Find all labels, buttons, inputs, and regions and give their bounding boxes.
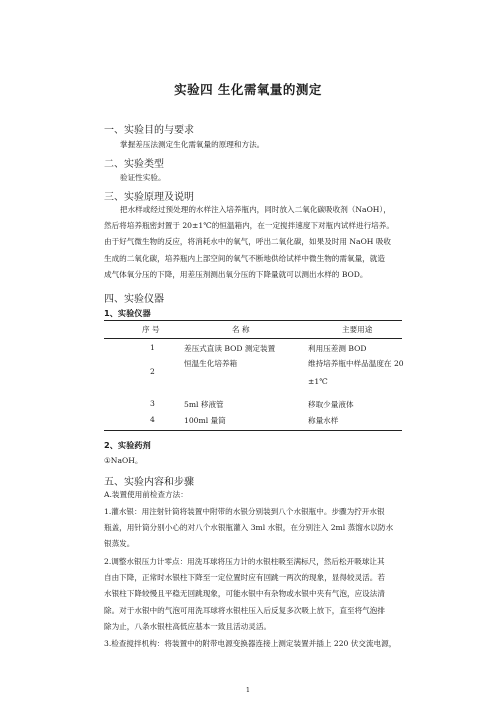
procedure-subheading: A.装置使用前检查方法： <box>104 490 188 499</box>
page-title: 实验四 生化需氧量的测定 <box>174 82 322 97</box>
table-header-no: 序 号 <box>142 325 160 334</box>
table-row-3-use: 移取少量液体 <box>308 400 354 409</box>
section-heading-objectives: 一、实验目的与要求 <box>104 125 194 136</box>
table-top-rule <box>104 320 402 321</box>
section-heading-instruments: 四、实验仪器 <box>104 294 164 305</box>
reagent-text: ①NaOH。 <box>104 456 143 465</box>
table-row-4-use: 称量水样 <box>308 416 339 425</box>
table-row-3-name: 5ml 移液管 <box>184 400 224 409</box>
section-heading-type: 二、实验类型 <box>104 159 164 170</box>
table-row-1-use: 利用压差测 BOD <box>308 344 367 353</box>
procedure-step-3: 3.检查搅拌机构：将装置中的附带电源变换器连接上测定装置并插上 220 伏交流电源， <box>104 639 397 648</box>
page-number: 1 <box>245 686 251 694</box>
table-row-3-no: 3 <box>150 399 155 408</box>
table-row-2-use-cont: ±1℃ <box>308 377 328 386</box>
table-row-2-no: 2 <box>150 367 155 376</box>
table-row-4-no: 4 <box>150 415 155 424</box>
table-bottom-rule <box>104 430 402 431</box>
procedure-step-1: 1.灌水银：用注射针筒将装置中附带的水银分别装到八个水银瓶中。步骤为拧开水银 瓶盖，用针筒分别小心的对八个水银瓶灌入 3ml 水银，在分别注入 2ml 蒸馏水以防水 银蒸发。 <box>104 507 394 549</box>
table-row-2-use: 维持培养瓶中样品温度在 20 <box>308 359 404 368</box>
objectives-text: 掌握差压法测定生化需氧量的原理和方法。 <box>120 140 265 149</box>
table-row-2-name: 恒温生化培养箱 <box>184 359 238 368</box>
procedure-step-2: 2.调整水银压力计零点：用洗耳球将压力计的水银柱吸至满标尺，然后松开吸球让其 自由下降，正常时水银柱下降至一定位置时应有回跳一两次的现象，显得较灵活。若 水银柱下降较慢且平稳无回跳现象，可能水银中有杂物或水银中夹有气泡，应设法清 除。对于水银中的气泡可用洗耳球将水银柱压入后反复多次吸上放下，直至将气泡排 除为止，八条水银柱高低应基本一致且活动灵活。 <box>104 557 385 631</box>
table-header-rule <box>104 338 402 339</box>
subheading-reagents: 2、实验药剂 <box>104 440 151 450</box>
type-text: 验证性实验。 <box>120 173 166 182</box>
section-heading-procedure: 五、实验内容和步骤 <box>104 477 194 488</box>
table-row-1-name: 差压式直读 BOD 测定装置 <box>184 344 276 353</box>
table-header-name: 名 称 <box>232 325 250 334</box>
subheading-instruments: 1、实验仪器 <box>104 308 151 318</box>
table-row-1-no: 1 <box>150 343 155 352</box>
section-heading-principle: 三、实验原理及说明 <box>104 192 194 203</box>
table-header-use: 主要用途 <box>342 325 373 334</box>
table-row-4-name: 100ml 量筒 <box>184 416 226 425</box>
principle-paragraph: 把水样或经过预处理的水样注入培养瓶内，同时放入二氧化碳吸收剂（NaOH）， 然后将培养瓶密封置于 20±1℃的恒温箱内，在一定搅拌速度下对瓶内试样进行培养。 由于好气微生物的反应，将消耗水中的氧气，呼出二氧化碳，如果及时用 NaOH 吸收 生成的二氧化碳，培养瓶内上部空间的氧气不断地供给试样中微生物的需氧量，就造 成气体氧分压的下降，用差压剂测出氧分压的下降量就可以测出水样的 BOD。 <box>104 205 394 279</box>
